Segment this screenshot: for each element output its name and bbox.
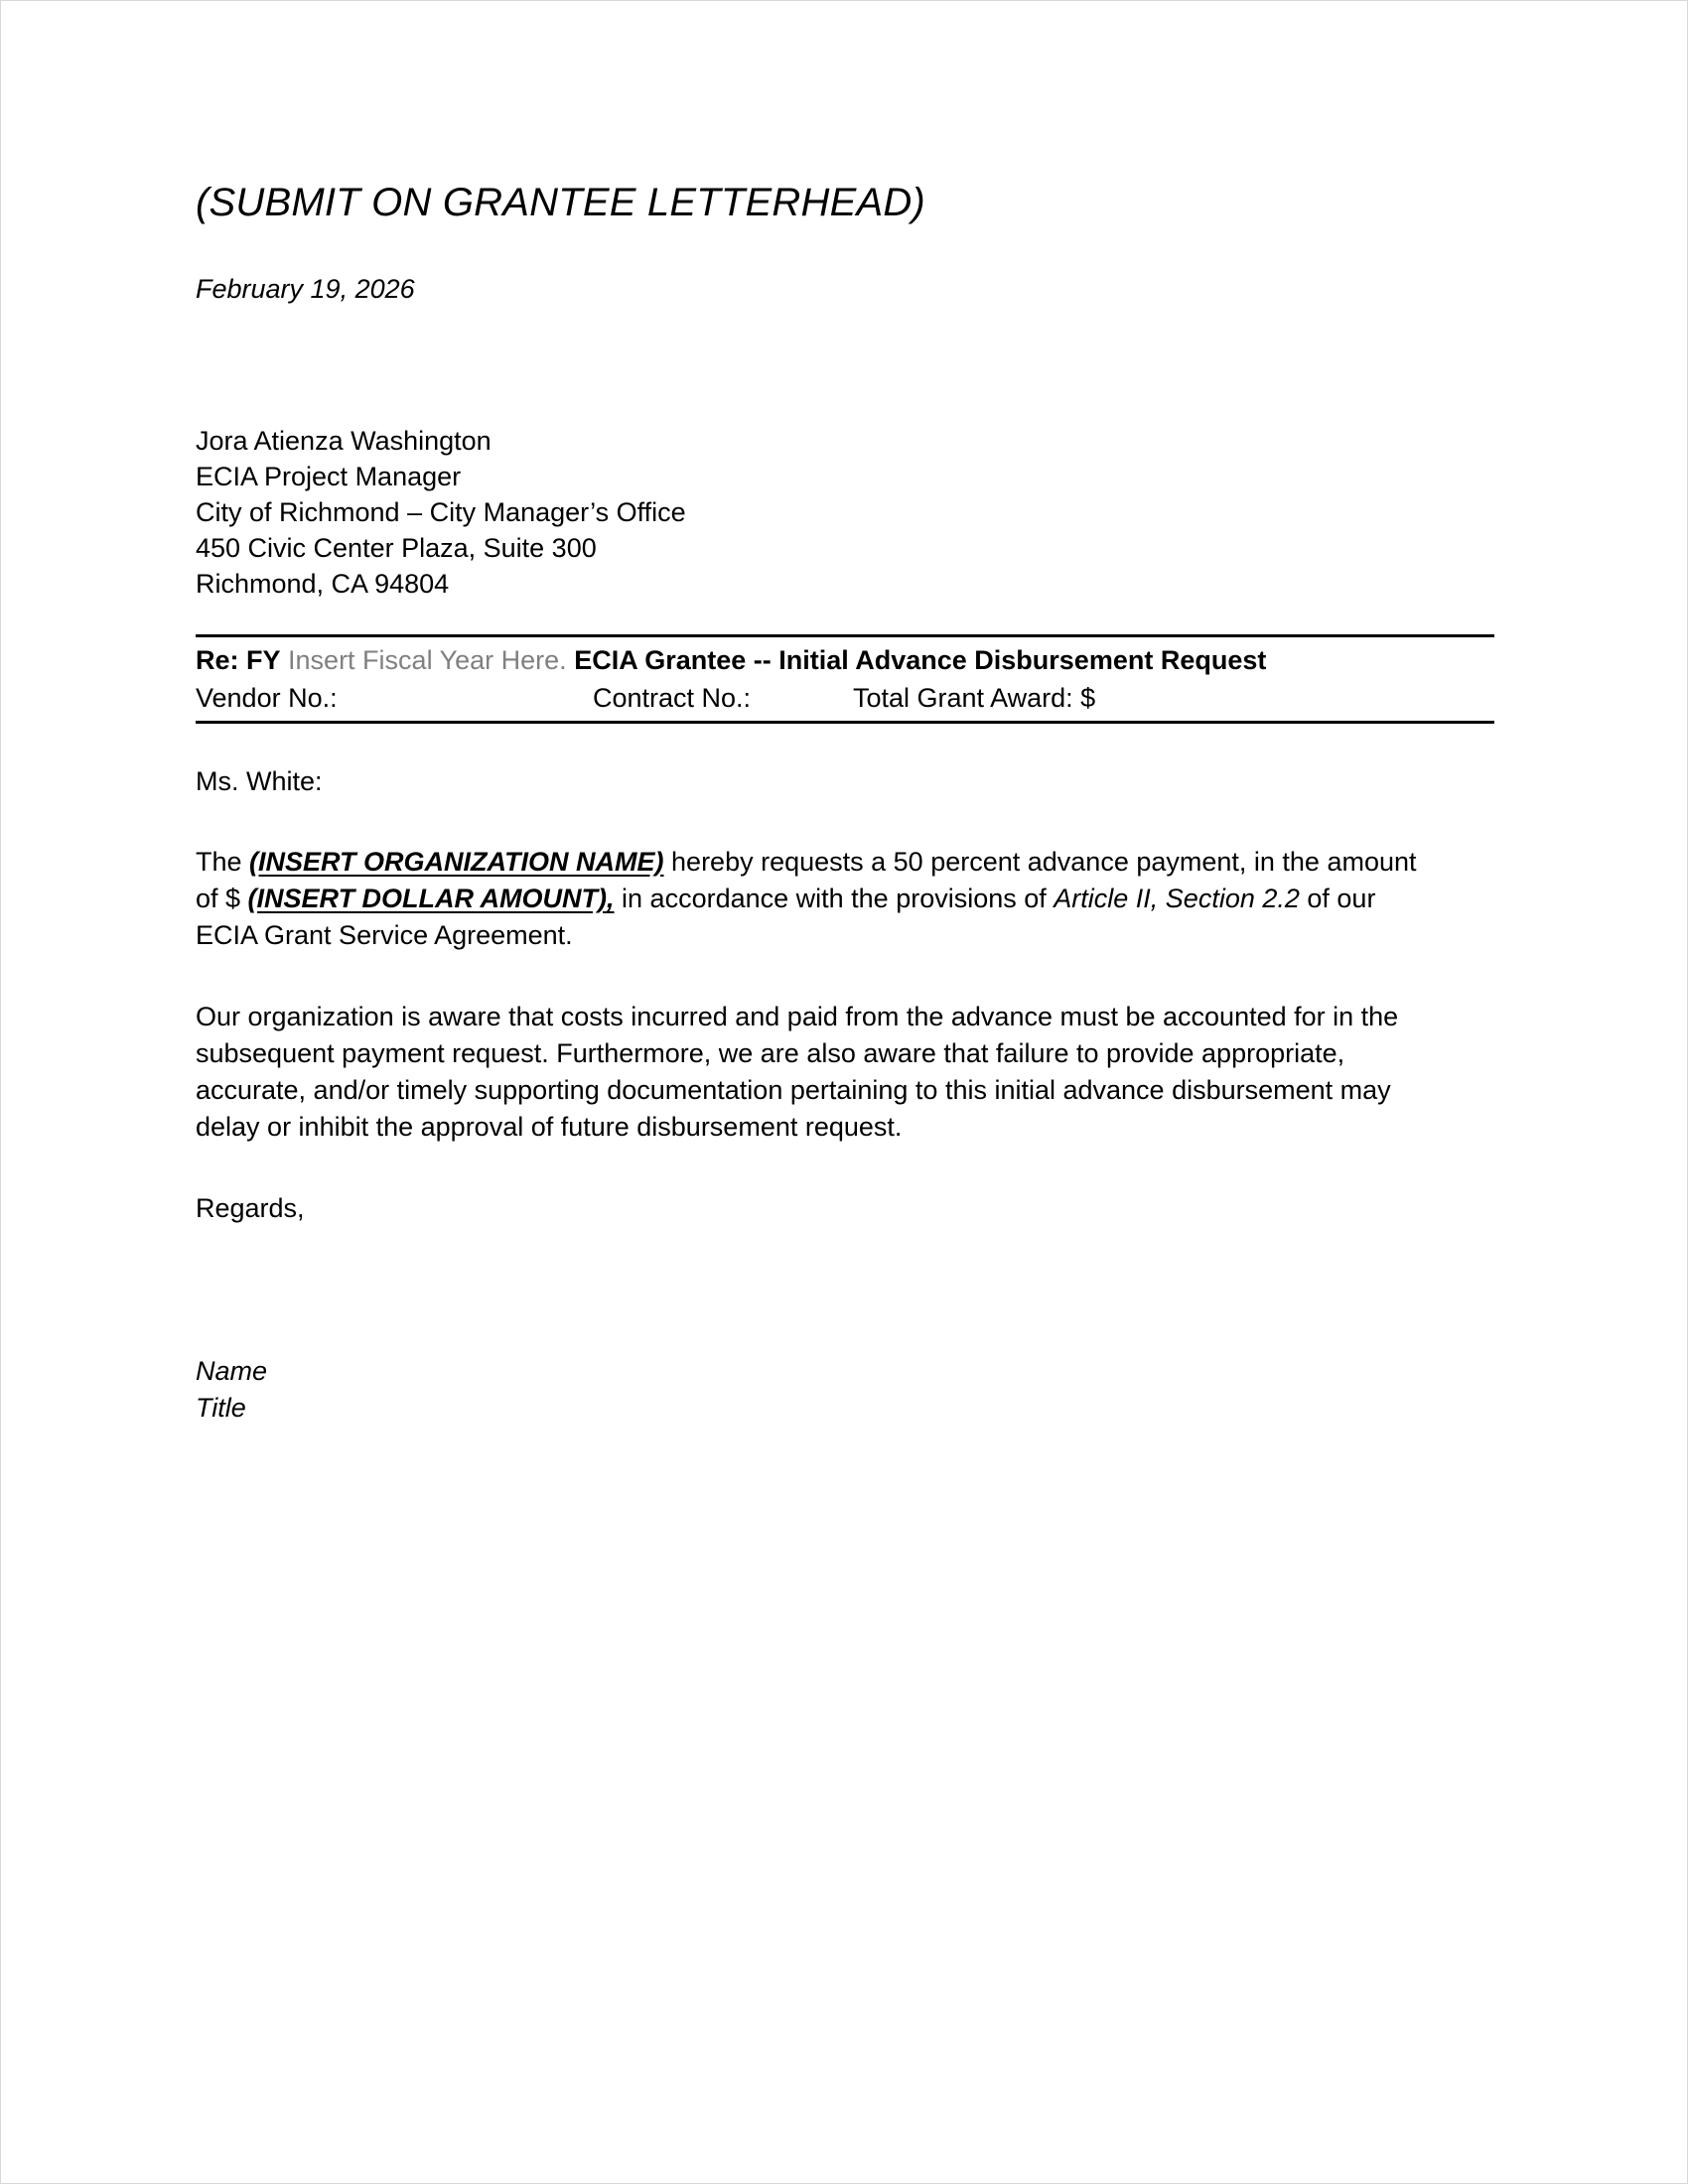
recipient-name: Jora Atienza Washington — [196, 426, 492, 457]
recipient-role: ECIA Project Manager — [196, 462, 462, 492]
body-paragraph-2: Our organization is aware that costs incurred and paid from the advance must be accounted for in the subsequent payment request. Furthermore, we are also aware that failure to provide appropriate, accurate, and/or timely supporting documentation pertaining to this initial advance disbursement may delay or inhibit the approval of future disbursement request. — [196, 1001, 1399, 1143]
salutation: Ms. White: — [196, 766, 323, 797]
vendor-no-label: Vendor No.: — [196, 683, 338, 714]
dollar-amount-placeholder: (INSERT DOLLAR AMOUNT), — [247, 884, 615, 914]
re-prefix: Re: FY — [196, 644, 281, 675]
signature-block — [196, 1353, 1496, 1426]
recipient-street: 450 Civic Center Plaza, Suite 300 — [196, 533, 597, 563]
subject-line — [196, 641, 1494, 679]
subject-text: ECIA Grantee -- Initial Advance Disbursement Request — [574, 644, 1267, 675]
total-grant-award-label: Total Grant Award: $ — [853, 683, 1096, 714]
letter-content — [196, 180, 1496, 1426]
recipient-address-block — [196, 424, 1496, 603]
subject-box — [196, 634, 1494, 725]
recipient-city-state-zip: Richmond, CA 94804 — [196, 568, 450, 599]
signature-title-placeholder: Title — [196, 1392, 246, 1423]
page-title: (SUBMIT ON GRANTEE LETTERHEAD) — [196, 181, 925, 224]
paragraph-1-segment-3: in accordance with the provisions of — [614, 884, 1055, 914]
grant-reference-line — [196, 679, 1494, 717]
closing-line: Regards, — [196, 1192, 305, 1223]
paragraph-1-segment-1: The — [196, 846, 250, 877]
paragraph-1-segment-2: hereby requests a 50 percent advance payment, in the amount of $ — [196, 846, 1417, 914]
organization-name-placeholder: (INSERT ORGANIZATION NAME) — [249, 846, 664, 877]
letter-date: February 19, 2026 — [196, 274, 415, 305]
fiscal-year-placeholder: Insert Fiscal Year Here. — [288, 644, 567, 675]
contract-no-label: Contract No.: — [593, 683, 752, 714]
signature-name-placeholder: Name — [196, 1356, 268, 1387]
recipient-organization: City of Richmond – City Manager’s Office — [196, 497, 686, 528]
body-paragraph-1 — [196, 844, 1437, 955]
agreement-article-reference: Article II, Section 2.2 — [1054, 884, 1300, 914]
paragraph-1-segment-4: of our ECIA Grant Service Agreement. — [196, 884, 1376, 951]
